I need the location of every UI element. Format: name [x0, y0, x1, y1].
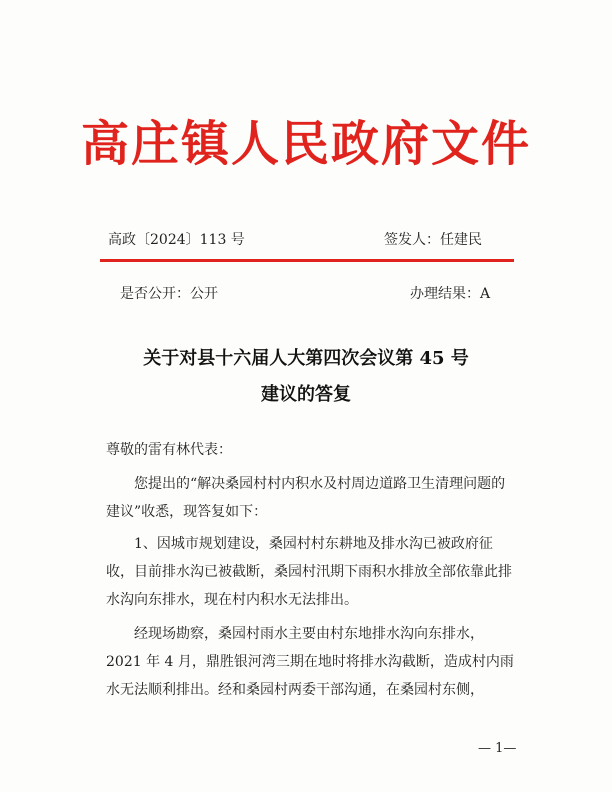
- document-number: 高政〔2024〕113 号: [108, 232, 245, 248]
- paragraph-2: 1、因城市规划建设，桑园村村东耕地及排水沟已被政府征收，目前排水沟已被截断，桑园村汛期下雨积水排放全部依靠此排水沟向东排水，现在村内积水无法排出。: [106, 536, 512, 608]
- handling-result: 办理结果：A: [410, 286, 491, 302]
- document-title-line2: 建议的答复: [261, 384, 351, 405]
- page-number: — 1—: [478, 741, 517, 756]
- document-title-line1: 关于对县十六届人大第四次会议第 45 号: [143, 348, 469, 369]
- masthead-title: 高庄镇人民政府文件: [80, 116, 531, 172]
- paragraph-1: 您提出的“解决桑园村村内积水及村周边道路卫生清理问题的建议”收悉，现答复如下：: [106, 476, 506, 520]
- salutation: 尊敬的雷有林代表：: [106, 442, 232, 458]
- disclosure-status: 是否公开：公开: [120, 286, 218, 302]
- paragraph-3: 经现场勘察，桑园村雨水主要由村东地排水沟向东排水，2021 年 4 月，鼎胜银河湾三期在地时将排水沟截断，造成村内雨水无法顺利排出。经和桑园村两委干部沟通，在桑园村东侧，: [106, 626, 514, 698]
- red-separator-line: [100, 259, 514, 262]
- signer: 签发人：任建民: [384, 232, 482, 248]
